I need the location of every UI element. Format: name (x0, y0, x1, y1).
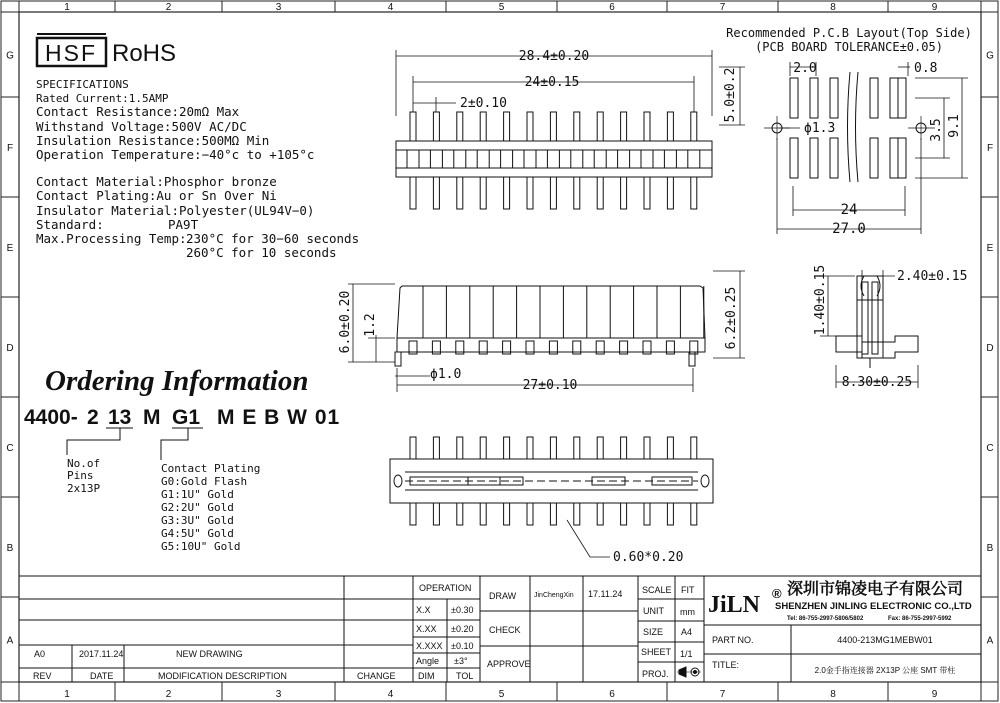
pcb-tolerance: (PCB BOARD TOLERANCE±0.05) (755, 40, 943, 54)
ordering-code (24, 406, 340, 429)
plating-line: Contact Plating (161, 462, 261, 475)
bottom-pin (644, 503, 650, 525)
pcb-layout (764, 72, 935, 182)
bottom-pin (644, 437, 650, 459)
title-value: 2.0金手指连接器 2X13P 公座 SMT 带柱 (814, 666, 956, 675)
pcb-pad (830, 138, 838, 178)
top-pin (644, 177, 650, 209)
date-header: DATE (90, 671, 114, 681)
grid-col-label: 3 (275, 689, 282, 700)
top-contact (430, 150, 442, 168)
top-pin (691, 112, 697, 141)
top-pin (410, 112, 416, 141)
code-pins: 13 (108, 406, 132, 429)
bottom-view-leader (567, 520, 610, 557)
plating-options (161, 462, 260, 553)
pcb-span: 24 (840, 202, 858, 218)
grid-row-label: F (986, 143, 994, 154)
change-header: CHANGE (357, 671, 396, 681)
company-cn: 深圳市锦凌电子有限公司 (787, 581, 964, 598)
dim-side-height: 1.40±0.15 (813, 264, 828, 336)
dim-front-peg: ϕ1.0 (430, 367, 462, 382)
bottom-peg (701, 475, 709, 487)
approve-label: APPROVE (487, 659, 531, 669)
dim-front-right: 6.2±0.25 (724, 286, 739, 350)
dim-pitch: 2±0.10 (460, 96, 507, 111)
top-pin (644, 112, 650, 141)
company-tel: Tel: 86-755-2997-5806/5802 (787, 616, 864, 622)
processing-line-1: 230°C for 30−60 seconds (186, 231, 360, 246)
spec-line: Contact Resistance:20mΩ Max (36, 104, 240, 119)
top-pin (574, 112, 580, 141)
top-pin (527, 112, 533, 141)
top-pin (667, 177, 673, 209)
bottom-pin (457, 437, 463, 459)
pins-line: 2x13P (67, 482, 101, 495)
top-pin (504, 177, 510, 209)
pcb-pad (890, 138, 898, 178)
projection-symbol-icon (677, 667, 701, 677)
grid-col-label: 8 (830, 689, 836, 700)
grid-col-label: 1 (64, 2, 70, 13)
spec-line: Withstand Voltage:500V AC/DC (36, 119, 247, 134)
pins-line: Pins (67, 469, 94, 482)
grid-row-label: E (6, 243, 14, 254)
bottom-pin (410, 437, 416, 459)
front-body (397, 286, 705, 352)
side-view-dimensions (820, 270, 918, 388)
spec-line: Insulation Resistance:500MΩ Min (36, 133, 270, 148)
plating-line: G3:3U" Gold (161, 514, 234, 527)
grid-col-label: 7 (719, 2, 726, 13)
top-pin (457, 177, 463, 209)
tol-dim: X.X (416, 605, 431, 615)
tol-value: ±0.10 (451, 641, 474, 651)
connector-front-view (395, 286, 705, 366)
tol-value: ±0.20 (451, 624, 474, 634)
sheet-label: SHEET (641, 647, 672, 657)
pcb-pad (890, 78, 898, 118)
connector-top-view (396, 112, 712, 209)
tol-header: TOL (456, 671, 474, 681)
grid-col-label: 5 (498, 2, 505, 13)
front-peg (395, 352, 401, 366)
grid-row-label: C (986, 443, 994, 454)
pcb-pad (898, 138, 906, 178)
dim-side-width: 8.30±0.25 (841, 375, 913, 390)
bottom-pin (480, 503, 486, 525)
company-logo: JiLN (708, 592, 761, 618)
material-line: Insulator Material:Polyester(UL94V−0) (36, 203, 315, 218)
bottom-pin (691, 437, 697, 459)
tol-value: ±3° (454, 656, 468, 666)
pcb-hole: ϕ1.3 (804, 121, 836, 136)
grid-col-label: 4 (387, 2, 394, 13)
dim-header: DIM (418, 671, 435, 681)
pcb-total-h: 9.1 (947, 114, 962, 138)
rohs-logo: RoHS (112, 40, 177, 67)
pcb-pad (790, 78, 798, 118)
ordering-leaders (67, 428, 203, 460)
code-plating: G1 (172, 406, 201, 429)
pcb-break-lines (848, 72, 859, 182)
title-label: TITLE: (712, 660, 740, 670)
grid-col-label: 7 (719, 689, 726, 700)
bottom-pin (527, 437, 533, 459)
material-line: Contact Material:Phosphor bronze (36, 174, 277, 189)
grid-col-label: 1 (64, 689, 70, 700)
top-pin (550, 112, 556, 141)
top-pin (480, 112, 486, 141)
dim-front-height: 6.0±0.20 (338, 290, 353, 354)
pins-line: No.of (67, 457, 101, 470)
bottom-pin (504, 437, 510, 459)
scale-value: FIT (681, 585, 695, 595)
grid-row-label: E (986, 243, 994, 254)
code-prefix: 4400- (24, 406, 78, 429)
grid-col-label: 4 (387, 689, 394, 700)
top-pin (410, 177, 416, 209)
size-label: SIZE (643, 627, 664, 637)
proj-label: PROJ. (642, 669, 669, 679)
ordering-title: Ordering Information (45, 365, 309, 397)
bottom-pin (410, 503, 416, 525)
pcb-pad (870, 78, 878, 118)
grid-row-label: A (6, 635, 14, 647)
tol-dim: X.XXX (416, 641, 443, 651)
grid-col-label: 9 (931, 689, 938, 700)
top-pin (574, 177, 580, 209)
unit-value: mm (680, 607, 695, 617)
bottom-pin (457, 503, 463, 525)
top-pin (597, 177, 603, 209)
top-contact (688, 150, 700, 168)
bottom-pin (574, 503, 580, 525)
company-fax: Fax: 86-755-2997-5992 (888, 616, 952, 622)
bottom-pin (550, 503, 556, 525)
spec-line: Rated Current:1.5AMP (36, 92, 169, 105)
grid-row-label: G (6, 50, 14, 62)
top-contact (641, 150, 653, 168)
plating-line: G5:10U" Gold (161, 540, 241, 553)
code-2: 2 (87, 406, 99, 429)
tol-dim: Angle (416, 656, 440, 666)
top-contact (524, 150, 536, 168)
top-pin (480, 177, 486, 209)
grid-row-label: B (986, 543, 994, 554)
grid-row-label: B (6, 543, 14, 554)
bottom-pin (597, 437, 603, 459)
pcb-pad (898, 78, 906, 118)
draw-label: DRAW (489, 591, 517, 601)
bottom-pin (667, 503, 673, 525)
standard-label: Standard: (36, 217, 104, 232)
grid-col-label: 3 (275, 2, 282, 13)
grid-col-label: 9 (931, 2, 938, 13)
connector-side-view (836, 276, 918, 368)
tol-value: ±0.30 (451, 605, 474, 615)
top-pin (621, 112, 627, 141)
pcb-pad (870, 138, 878, 178)
top-contact (571, 150, 583, 168)
bottom-pin (667, 437, 673, 459)
grid-row-label: A (986, 635, 994, 647)
top-pin (433, 112, 439, 141)
part-no-value: 4400-213MG1MEBW01 (837, 635, 933, 645)
material-line: Contact Plating:Au or Sn Over Ni (36, 188, 277, 203)
dim-overall: 28.4±0.20 (518, 49, 590, 64)
grid-row-label: D (6, 343, 14, 354)
dim-front-pin: 1.2 (363, 313, 378, 337)
bottom-peg (394, 475, 402, 487)
top-pin (433, 177, 439, 209)
company-en: SHENZHEN JINLING ELECTRONIC CO.,LTD (775, 601, 972, 612)
bottom-pin (550, 437, 556, 459)
dim-front-width: 27±0.10 (522, 378, 578, 393)
pcb-pad-width: 0.8 (914, 61, 938, 76)
part-no-label: PART NO. (712, 635, 754, 645)
top-pin (550, 177, 556, 209)
code-m: M (143, 406, 161, 429)
connector-bottom-view (390, 437, 713, 525)
pcb-pad (830, 78, 838, 118)
rev-desc: NEW DRAWING (176, 649, 243, 659)
top-contact (477, 150, 489, 168)
code-rest: M E B W 01 (217, 406, 341, 429)
top-contact (501, 150, 513, 168)
rev-value: A0 (34, 649, 46, 659)
pcb-pad (790, 138, 798, 178)
bottom-pin (527, 503, 533, 525)
top-contact (407, 150, 419, 168)
plating-line: G4:5U" Gold (161, 527, 234, 540)
standard-value: PA9T (168, 217, 199, 232)
grid-row-label: G (986, 50, 994, 62)
tol-dim: X.XX (416, 624, 437, 634)
rev-header: REV (33, 671, 52, 681)
pcb-pad (810, 138, 818, 178)
grid-col-label: 6 (609, 2, 615, 13)
hsf-logo: HSF (45, 40, 97, 66)
pcb-dimensions (777, 62, 968, 234)
bottom-pin (597, 503, 603, 525)
grid-row-label: C (6, 443, 14, 454)
processing-line-2: 260°C for 10 seconds (186, 245, 337, 260)
sheet-value: 1/1 (680, 649, 693, 659)
dim-top-height: 5.0±0.2 (723, 67, 738, 123)
bottom-pin (480, 437, 486, 459)
grid-col-label: 2 (165, 2, 172, 13)
top-contact (618, 150, 630, 168)
check-label: CHECK (489, 625, 521, 635)
bottom-pin (433, 503, 439, 525)
top-pin (504, 112, 510, 141)
top-pin (621, 177, 627, 209)
bottom-pin (621, 503, 627, 525)
pcb-title: Recommended P.C.B Layout(Top Side) (726, 26, 972, 40)
scale-label: SCALE (642, 585, 672, 595)
pcb-pitch: 2.0 (793, 61, 817, 76)
front-view-dimensions (348, 271, 745, 392)
unit-label: UNIT (643, 606, 664, 616)
grid-col-label: 8 (830, 2, 836, 13)
size-value: A4 (681, 627, 693, 637)
processing-label: Max.Processing Temp: (36, 231, 187, 246)
specifications-block (36, 78, 359, 260)
spec-line: Operation Temperature:−40°c to +105°c (36, 147, 315, 162)
plating-line: G0:Gold Flash (161, 475, 248, 488)
top-pin (457, 112, 463, 141)
bottom-pin (433, 437, 439, 459)
bottom-pin (691, 503, 697, 525)
top-contact (454, 150, 466, 168)
top-contact (547, 150, 559, 168)
top-pin (527, 177, 533, 209)
pcb-row-gap: 3.5 (929, 118, 944, 142)
bottom-pin (504, 503, 510, 525)
spec-heading: SPECIFICATIONS (36, 78, 129, 91)
dim-bottom-note: 0.60*0.20 (613, 550, 684, 565)
top-pin (667, 112, 673, 141)
top-pin (597, 112, 603, 141)
bottom-contact-strip (592, 477, 625, 485)
dim-side-pin: 2.40±0.15 (897, 269, 968, 284)
grid-col-label: 6 (609, 689, 615, 700)
mod-header: MODIFICATION DESCRIPTION (158, 671, 287, 681)
plating-line: G1:1U" Gold (161, 488, 234, 501)
plating-line: G2:2U" Gold (161, 501, 234, 514)
bottom-pin (574, 437, 580, 459)
pcb-pad (810, 78, 818, 118)
grid-row-label: F (6, 143, 14, 154)
draw-date: 17.11.24 (588, 589, 623, 599)
drawer-name: JinChengXin (534, 592, 574, 599)
grid-col-label: 2 (165, 689, 172, 700)
operation-label: OPERATION (419, 583, 472, 593)
bottom-pin (621, 437, 627, 459)
registered-icon: ® (772, 586, 782, 601)
rev-date: 2017.11.24 (79, 649, 124, 659)
grid-row-label: D (986, 343, 994, 354)
grid-col-label: 5 (498, 689, 505, 700)
dim-pitch-span: 24±0.15 (524, 75, 580, 90)
top-pin (691, 177, 697, 209)
top-contact (664, 150, 676, 168)
pcb-overall: 27.0 (832, 221, 866, 237)
top-contact (594, 150, 606, 168)
